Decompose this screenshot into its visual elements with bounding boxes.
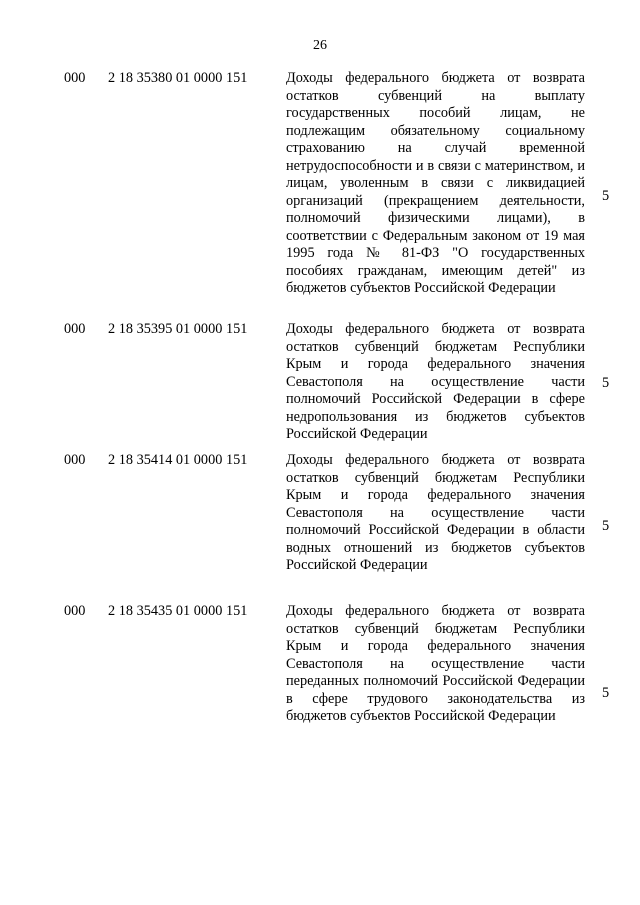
revenue-code: 2 18 35380 01 0000 151 (108, 70, 248, 86)
row-value: 5 (602, 188, 610, 204)
revenue-description: Доходы федерального бюджета от возврата остатков субвенций бюджетам Республики Крым и города федерального значения Севастополя на осуществление части полномочий Российской Федерации в области водных отношений из бюджетов субъектов Российской Федерации (286, 452, 585, 573)
revenue-code: 2 18 35435 01 0000 151 (108, 603, 248, 619)
table-row (0, 70, 640, 310)
table-row (0, 452, 640, 572)
admin-code: 000 (64, 70, 86, 86)
revenue-description: Доходы федерального бюджета от возврата остатков субвенций на выплату государственных пособий лицам, не подлежащим обязательному социальному страхованию на случай временной нетрудоспособности и в связи с материнством, и лицам, уволенным в связи с ликвидацией организаций (прекращением деятельности, полномочий физическими лицами), в соответствии с Федеральным законом от 19 мая 1995 года № 81-ФЗ "О государственных пособиях гражданам, имеющим детей" из бюджетов субъектов Российской Федерации (286, 70, 585, 296)
page-number: 26 (313, 38, 327, 53)
admin-code: 000 (64, 452, 86, 468)
admin-code: 000 (64, 603, 86, 619)
table-row (0, 321, 640, 441)
table-row (0, 603, 640, 743)
revenue-code: 2 18 35414 01 0000 151 (108, 452, 248, 468)
admin-code: 000 (64, 321, 86, 337)
row-value: 5 (602, 518, 610, 534)
revenue-description: Доходы федерального бюджета от возврата остатков субвенций бюджетам Республики Крым и города федерального значения Севастополя на осуществление части переданных полномочий Российской Федерации в сфере трудового законодательства из бюджетов субъектов Российской Федерации (286, 603, 585, 724)
row-value: 5 (602, 685, 610, 701)
row-value: 5 (602, 375, 610, 391)
revenue-code: 2 18 35395 01 0000 151 (108, 321, 248, 337)
revenue-description: Доходы федерального бюджета от возврата остатков субвенций бюджетам Республики Крым и города федерального значения Севастополя на осуществление части полномочий Российской Федерации в сфере недропользования из бюджетов субъектов Российской Федерации (286, 321, 585, 442)
